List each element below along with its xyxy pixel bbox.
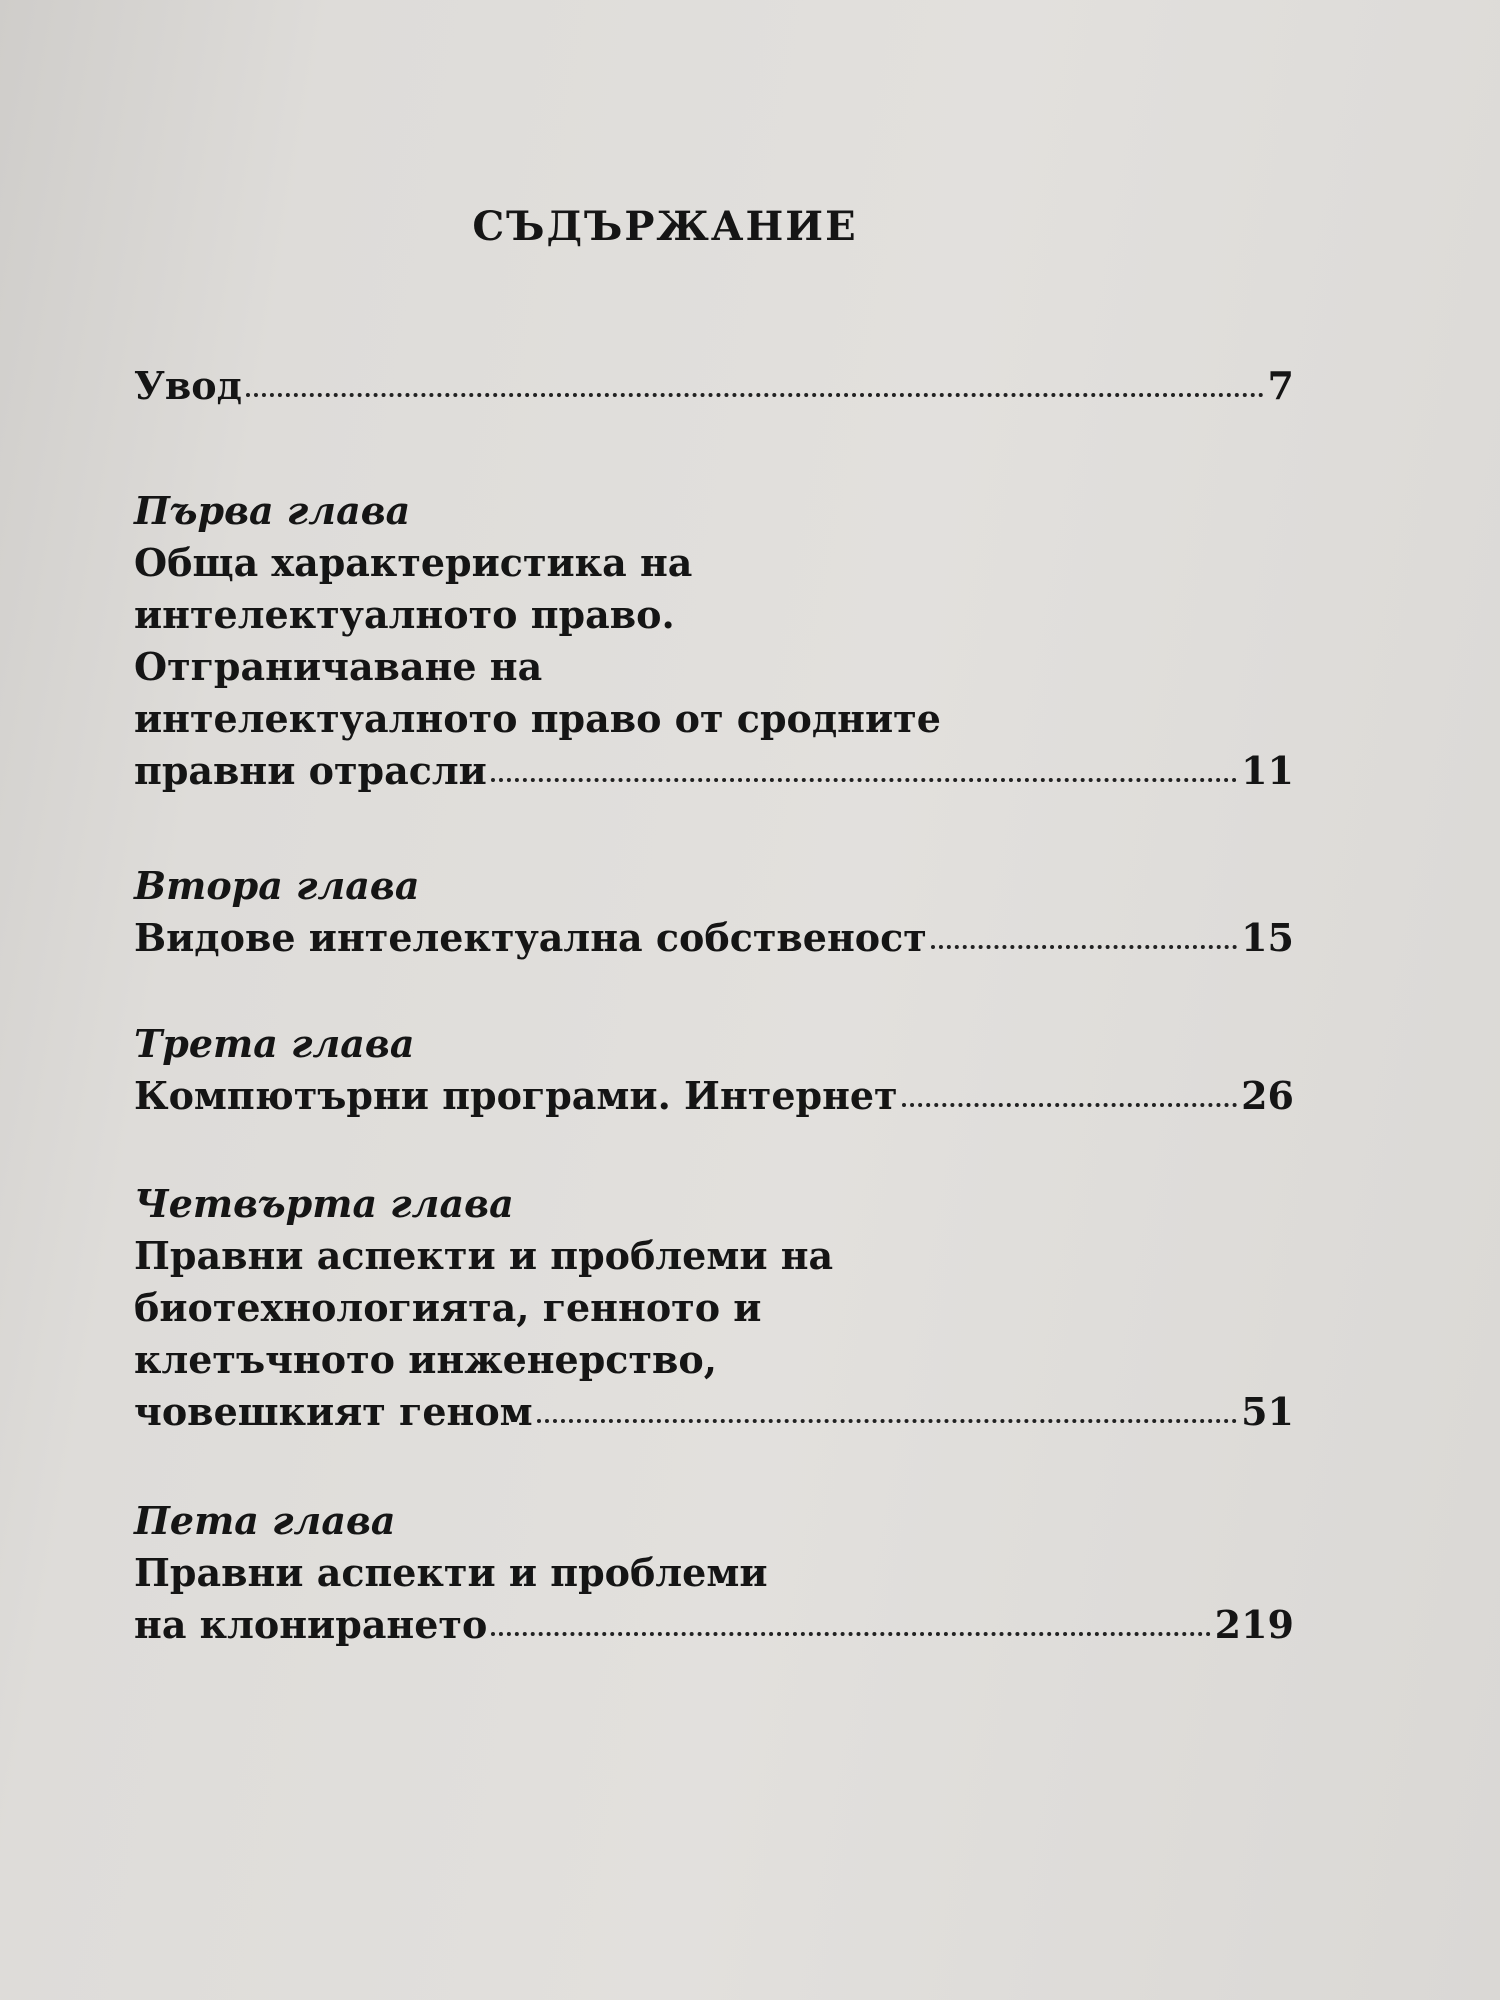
toc-entry-chapter-5 <box>134 1495 1294 1651</box>
dot-leader <box>537 1419 1237 1423</box>
toc-entry-title: човешкият геном <box>134 1389 533 1434</box>
toc-entry-line <box>134 1599 1294 1651</box>
chapter-title-line: Правни аспекти и проблеми на <box>134 1233 834 1278</box>
chapter-title-line: интелектуалното право от сродните <box>134 696 941 741</box>
toc-entry-title: Видове интелектуална собственост <box>134 915 927 960</box>
toc-page-number: 51 <box>1241 1389 1294 1434</box>
toc-entry-line <box>134 1386 1294 1438</box>
chapter-label: Пета глава <box>134 1498 396 1543</box>
toc-entry-chapter-1 <box>134 485 1294 797</box>
toc-entry-title: Компютърни програми. Интернет <box>134 1073 898 1118</box>
dot-leader <box>931 945 1237 949</box>
toc-entry-line <box>134 912 1294 964</box>
chapter-title-line: Обща характеристика на <box>134 540 693 585</box>
toc-entry-chapter-2 <box>134 860 1294 964</box>
toc-entry-line <box>134 360 1294 412</box>
toc-page-number: 7 <box>1267 363 1294 408</box>
toc-page-number: 15 <box>1241 915 1294 960</box>
toc-entry-intro <box>134 360 1294 412</box>
chapter-title-line: интелектуалното право. <box>134 592 675 637</box>
toc-entry-line <box>134 745 1294 797</box>
toc-entry-chapter-3 <box>134 1018 1294 1122</box>
toc-page-number: 219 <box>1214 1602 1294 1647</box>
chapter-label: Четвърта глава <box>134 1181 514 1226</box>
dot-leader <box>902 1103 1238 1107</box>
toc-entry-title: Увод <box>134 363 242 408</box>
chapter-title-line: Правни аспекти и проблеми <box>134 1550 768 1595</box>
toc-entry-line <box>134 1070 1294 1122</box>
dot-leader <box>491 1632 1210 1636</box>
toc-page-number: 26 <box>1241 1073 1294 1118</box>
toc-entry-chapter-4 <box>134 1178 1294 1438</box>
chapter-label: Първа глава <box>134 488 411 533</box>
chapter-label: Трета глава <box>134 1021 415 1066</box>
chapter-title-line: биотехнологията, генното и <box>134 1285 762 1330</box>
toc-entry-title: на клонирането <box>134 1602 488 1647</box>
chapter-title-line: клетъчното инженерство, <box>134 1337 717 1382</box>
dot-leader <box>246 393 1264 397</box>
dot-leader <box>491 778 1237 782</box>
toc-entry-title: правни отрасли <box>134 748 487 793</box>
toc-page-number: 11 <box>1241 748 1294 793</box>
chapter-title-line: Отграничаване на <box>134 644 543 689</box>
page-title: СЪДЪРЖАНИЕ <box>472 203 858 250</box>
chapter-label: Втора глава <box>134 863 420 908</box>
